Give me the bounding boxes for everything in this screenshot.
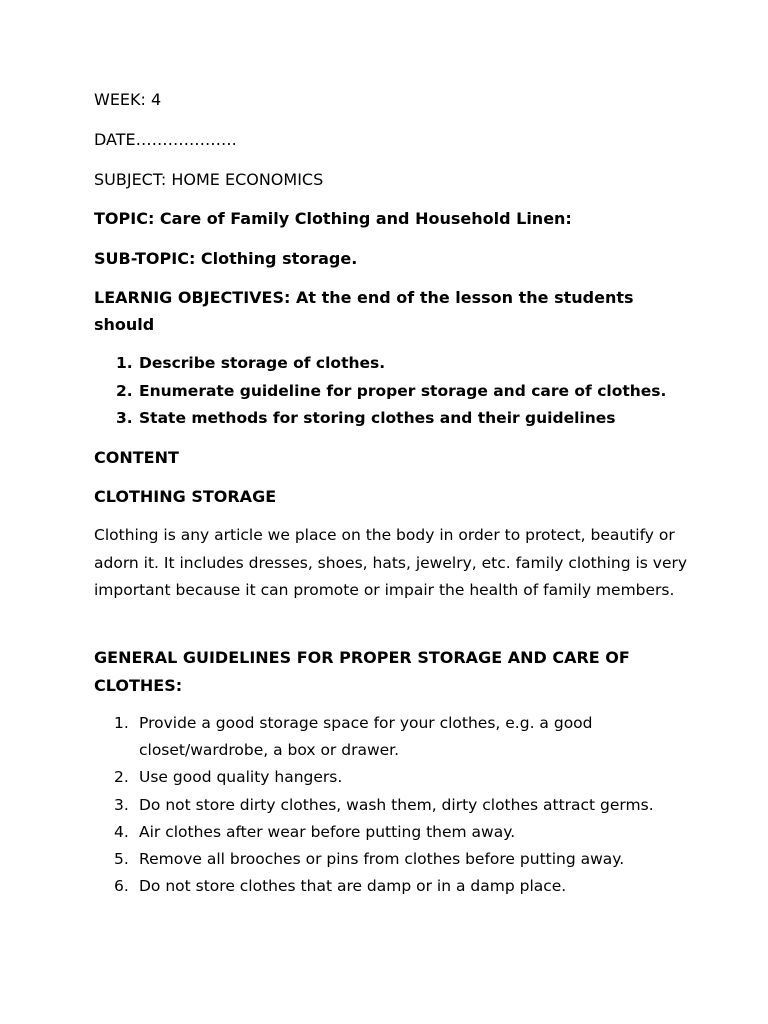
objective-number: 3. bbox=[116, 409, 133, 427]
objective-item bbox=[94, 350, 666, 378]
guideline-number: 1. bbox=[114, 714, 129, 732]
guidelines-heading: GENERAL GUIDELINES FOR PROPER STORAGE AND CARE OF CLOTHES: bbox=[94, 648, 630, 695]
guideline-number: 4. bbox=[114, 822, 129, 841]
guideline-item bbox=[94, 873, 694, 900]
guideline-number: 3. bbox=[114, 795, 129, 814]
topic-line: TOPIC: Care of Family Clothing and Household Linen: bbox=[94, 209, 572, 228]
objectives-intro-cont: should bbox=[94, 315, 155, 334]
objectives-list bbox=[94, 350, 666, 433]
objective-text: Describe storage of clothes. bbox=[139, 354, 386, 372]
guideline-text: Provide a good storage space for your clothes, e.g. a good closet/wardrobe, a box or drawer. bbox=[139, 714, 593, 760]
guideline-number: 2. bbox=[114, 768, 129, 787]
guideline-item bbox=[94, 846, 694, 873]
guideline-number: 6. bbox=[114, 877, 129, 896]
week-line: WEEK: 4 bbox=[94, 90, 162, 109]
subtopic-line: SUB-TOPIC: Clothing storage. bbox=[94, 249, 358, 268]
guideline-item bbox=[94, 819, 694, 846]
objective-text: Enumerate guideline for proper storage and care of clothes. bbox=[139, 381, 667, 400]
objective-number: 1. bbox=[116, 354, 133, 372]
objective-text: State methods for storing clothes and their guidelines bbox=[139, 409, 616, 427]
guideline-text: Do not store clothes that are damp or in a damp place. bbox=[139, 877, 567, 896]
objectives-intro: LEARNIG OBJECTIVES: At the end of the lesson the students bbox=[94, 288, 634, 307]
objective-item bbox=[94, 405, 666, 433]
subject-line: SUBJECT: HOME ECONOMICS bbox=[94, 170, 324, 189]
guideline-text: Use good quality hangers. bbox=[139, 768, 343, 787]
clothing-storage-heading: CLOTHING STORAGE bbox=[94, 487, 277, 506]
guideline-item bbox=[94, 792, 694, 819]
guideline-number: 5. bbox=[114, 850, 129, 869]
guideline-text: Remove all brooches or pins from clothes before putting away. bbox=[139, 850, 625, 869]
guideline-text: Do not store dirty clothes, wash them, dirty clothes attract germs. bbox=[139, 795, 654, 814]
guideline-item bbox=[94, 764, 694, 791]
objective-item bbox=[94, 378, 666, 406]
objective-number: 2. bbox=[116, 381, 133, 400]
guideline-item bbox=[94, 710, 694, 764]
guidelines-list bbox=[94, 710, 694, 900]
date-line: DATE………………. bbox=[94, 130, 237, 149]
content-heading: CONTENT bbox=[94, 448, 179, 467]
clothing-storage-paragraph: Clothing is any article we place on the body in order to protect, beautify or adorn it. It includes dresses, shoes, hats, jewelry, etc. family clothing is very important because it can promote or impair the health of family members. bbox=[94, 526, 688, 599]
guideline-text: Air clothes after wear before putting them away. bbox=[139, 822, 516, 841]
